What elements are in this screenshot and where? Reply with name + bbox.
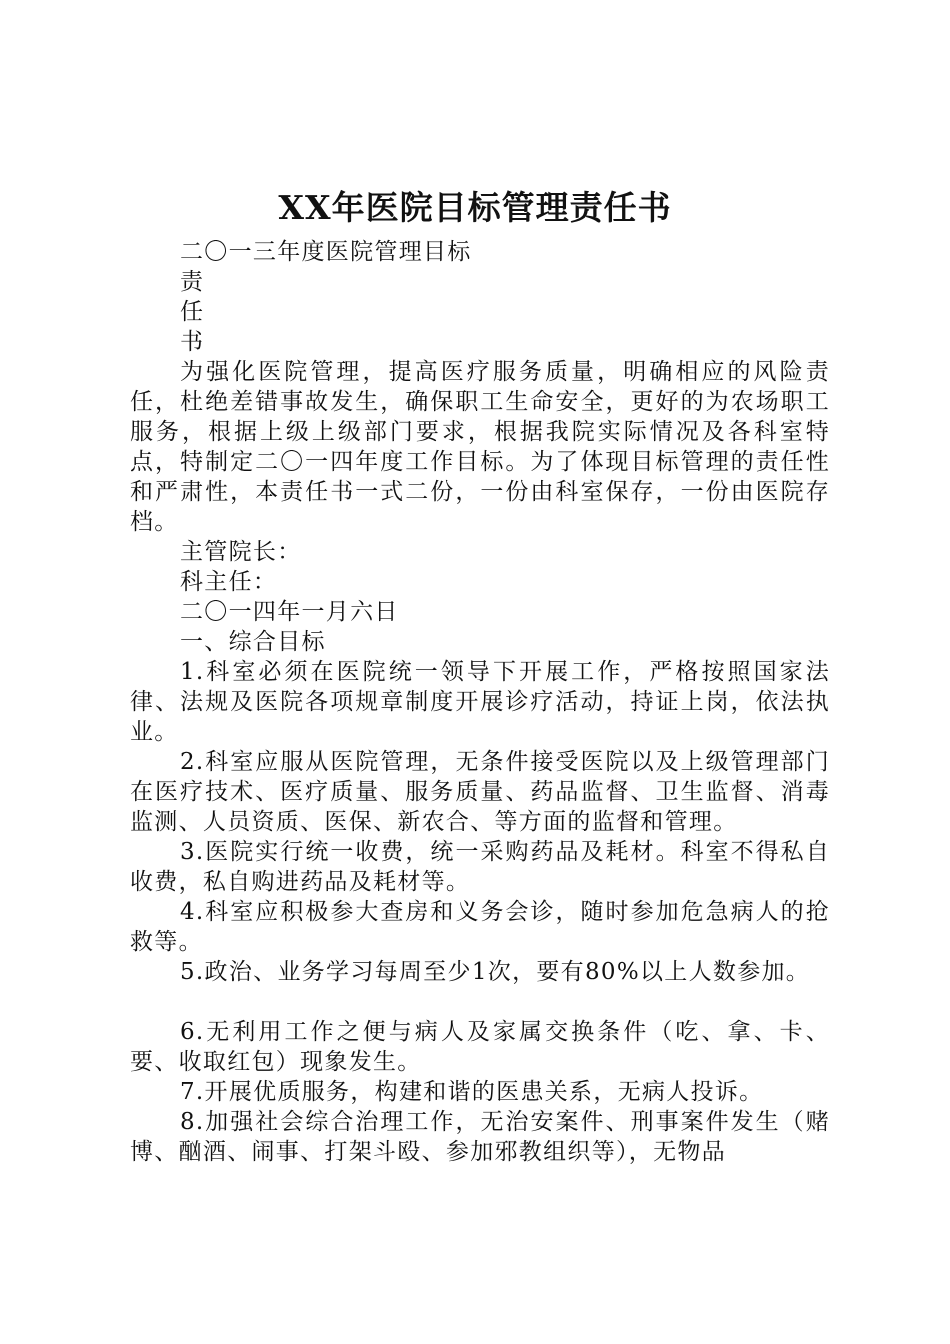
goal-item-7: 7.开展优质服务，构建和谐的医患关系，无病人投诉。 bbox=[180, 1079, 764, 1105]
paragraph-intro: 为强化医院管理，提高医疗服务质量，明确相应的风险责任，杜绝差错事故发生，确保职工生命安全，更好的为农场职工服务，根据上级上级部门要求，根据我院实际情况及各科室特点，特制定二〇一四年度工作目标。为了体现目标管理的责任性和严肃性，本责任书一式二份，一份由科室保存，一份由医院存档。 bbox=[130, 359, 830, 535]
goal-item-4: 4.科室应积极参大查房和义务会诊，随时参加危急病人的抢救等。 bbox=[130, 899, 830, 955]
goal-item-5: 5.政治、业务学习每周至少1次，要有80%以上人数参加。 bbox=[180, 959, 811, 985]
goal-item-1: 1.科室必须在医院统一领导下开展工作，严格按照国家法律、法规及医院各项规章制度开展诊疗活动，持证上岗，依法执业。 bbox=[130, 659, 830, 745]
document-body bbox=[130, 237, 830, 1167]
paragraph-char-ze: 责 bbox=[180, 269, 205, 295]
section-heading-general-goals: 一、综合目标 bbox=[180, 629, 326, 655]
document-title: XX年医院目标管理责任书 bbox=[278, 188, 672, 227]
signature-department-head: 科主任： bbox=[180, 569, 278, 595]
paragraph-char-ren: 任 bbox=[180, 299, 205, 325]
document-date: 二〇一四年一月六日 bbox=[180, 599, 399, 625]
paragraph-subtitle: 二〇一三年度医院管理目标 bbox=[180, 239, 472, 265]
goal-item-8: 8.加强社会综合治理工作，无治安案件、刑事案件发生（赌博、酗酒、闹事、打架斗殴、参加邪教组织等），无物品 bbox=[130, 1109, 830, 1165]
goal-item-6: 6.无利用工作之便与病人及家属交换条件（吃、拿、卡、要、收取红包）现象发生。 bbox=[130, 1019, 830, 1075]
goal-item-2: 2.科室应服从医院管理，无条件接受医院以及上级管理部门在医疗技术、医疗质量、服务质量、药品监督、卫生监督、消毒监测、人员资质、医保、新农合、等方面的监督和管理。 bbox=[130, 749, 830, 835]
signature-director: 主管院长： bbox=[180, 539, 302, 565]
paragraph-char-shu: 书 bbox=[180, 329, 205, 355]
goal-item-3: 3.医院实行统一收费，统一采购药品及耗材。科室不得私自收费，私自购进药品及耗材等。 bbox=[130, 839, 830, 895]
